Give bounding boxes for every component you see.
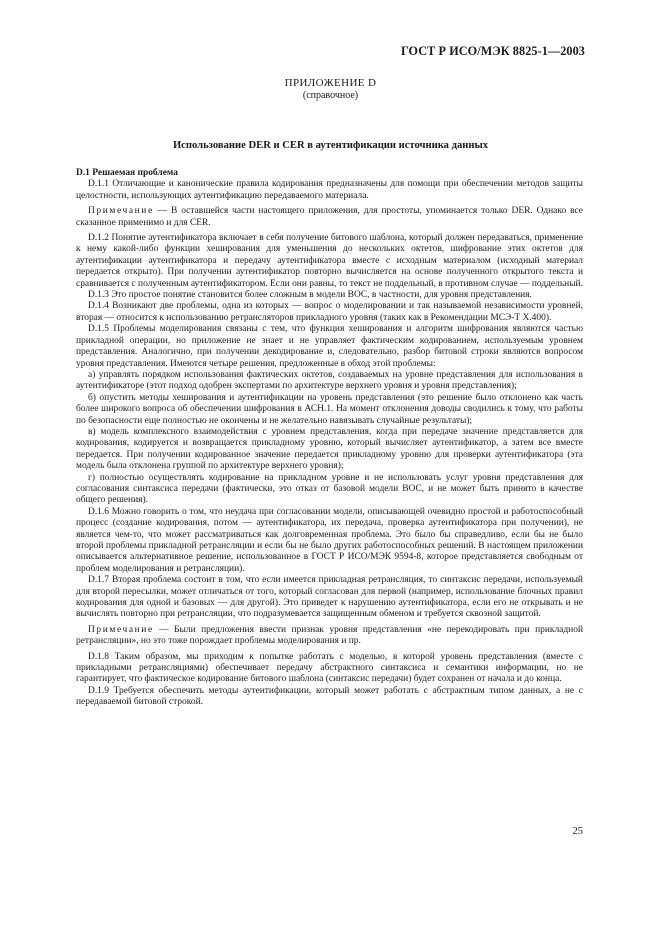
appendix-note: (справочное) [302, 90, 359, 101]
note-2 [76, 625, 583, 648]
note-label: Примечание [88, 624, 154, 635]
paragraph-d-1-7: D.1.7 Вторая проблема состоит в том, что если имеется прикладная ретрансляция, то синтаксис передачи, используемый для второй пересылки, может отличаться от того, который согласован для первой (например, использование блочных правил кодирования для одной и базовых — для другой). Это приведет к нарушению аутентификатора, если его не открывать и не вычислять повторно при ретрансляции, что подразумевается защищенным обменом и требуется сквозной защитой. [76, 575, 583, 620]
note-label: Примечание [88, 206, 154, 217]
paragraph-d-1-9: D.1.9 Требуется обеспечить методы аутентификации, который может работать с абстрактным типом данных, а не с передаваемой битовой строкой. [76, 685, 583, 708]
note-text: — В оставшейся части настоящего приложения, для простоты, упоминается только DER. Однако все сказанное применимо и для CER. [76, 206, 583, 228]
list-item-b: б) опустить методы хеширования и аутентификации на уровень представления (это решение было отклонено как часть более широкого вопроса об обеспечении шифрования в АСН.1. На момент отклонения доводы сводились к тому, что работы по безопасности еще полностью не окончены и не желательно навязывать случайные результаты); [76, 392, 583, 426]
standard-header: ГОСТ Р ИСО/МЭК 8825-1—2003 [400, 44, 585, 58]
list-item-a: а) управлять порядком использования фактических октетов, создаваемых на уровне представления для использования в аутентификаторе (этот подход одобрен экспертами по архитектуре верхнего уровня и уровня представления); [76, 369, 583, 392]
note-1 [76, 206, 583, 229]
body-text [76, 168, 583, 709]
paragraph-d-1-1: D.1.1 Отличающие и канонические правила кодирования предназначены для помощи при обеспечении методов защиты целостности, использующих аутентификацию передаваемого материала. [76, 179, 583, 201]
appendix-title: ПРИЛОЖЕНИЕ D [284, 77, 377, 89]
paragraph-d-1-3: D.1.3 Это простое понятие становится более сложным в модели ВОС, в частности, для уровня представления. [88, 290, 532, 301]
paragraph-d-1-4: D.1.4 Возникают две проблемы, одна из которых — вопрос о моделировании и так называемой независимости уровней, вторая — относится к использованию ретрансляторов прикладного уровня (таких как в Рекомендации МСЭ-Т X.400). [76, 301, 583, 323]
page-number: 25 [572, 826, 583, 837]
paragraph-d-1-2: D.1.2 Понятие аутентификатора включает в себя получение битового шаблона, который должен передаваться, применение к нему какой-либо функции хеширования для уменьшения до нескольких октетов, шифрование этих октетов для аутентификации аутентификатора и передачу аутентификатора вместе с исходным материалом (исходный материал передается открыто). При получении аутентификатор повторно вычисляется на основе полученного открытого текста и сравнивается с полученным аутентификатором. Если они равны, то текст не поддельный, в противном случае — поддельный. [76, 233, 583, 289]
paragraph-d-1-6: D.1.6 Можно говорить о том, что неудача при согласовании модели, описывающей очевидно простой и работоспособный процесс (создание кодирования, потом — аутентификатора, их передача, проверка аутентификатора при получении), не является чем-то, что может рассматриваться как долговременная проблема. Это было бы справедливо, если бы не было второй проблемы прикладной ретрансляции и если бы не было других работоспособных решений. В настоящем приложении описывается альтернативное решение, использованное в ГОСТ Р ИСО/МЭК 9594-8, которое представляется свободным от проблем моделирования и ретрансляции). [76, 506, 583, 574]
note-text: — Были предложения ввести признак уровня представления «не перекодировать при прикладной ретрансляции», но это тоже порождает проблемы моделирования и пр. [76, 624, 583, 647]
section-heading: Использование DER и CER в аутентификации источника данных [172, 140, 489, 151]
paragraph-d-1-5: D.1.5 Проблемы моделирования связаны с тем, что функция хеширования и алгоритм шифрования являются частью прикладной операции, но приложение не знает и не управляет фактическим кодированием, используемым уровнем представления. Аналогично, при получении декодирование и, следовательно, разбор битовой строки являются вопросом уровня представления. Имеются четыре решения, предложенные в обход этой проблемы: [76, 324, 583, 369]
subsection-heading: D.1 Решаемая проблема [76, 168, 178, 178]
list-item-g: г) полностью осуществлять кодирование на прикладном уровне и не использовать услуг уровня представления для согласования синтаксиса передачи (фактически, это отказ от базовой модели ВОС, и не может быть принято в качестве общего решения). [76, 472, 583, 506]
list-item-v: в) модель комплексного взаимодействия с уровнем представления, когда при передаче значение представляется для кодирования, кодируется и возвращается прикладному уровню, который вычисляет аутентификатор, а затем все вместе передается. При получении кодированное значение передается прикладному уровню для проверки аутентификатора (эта модель была отклонена группой по архитектуре верхнего уровня); [76, 426, 583, 472]
paragraph-d-1-8: D.1.8 Таким образом, мы приходим к попытке работать с моделью, в которой уровень представления (вместе с прикладными ретрансляциями) обеспечивает передачу абстрактного синтаксиса и семантики информации, но не гарантирует, что фактическое кодирование битового шаблона (синтаксис передачи) будет сохранен от начала и до конца. [76, 651, 583, 685]
